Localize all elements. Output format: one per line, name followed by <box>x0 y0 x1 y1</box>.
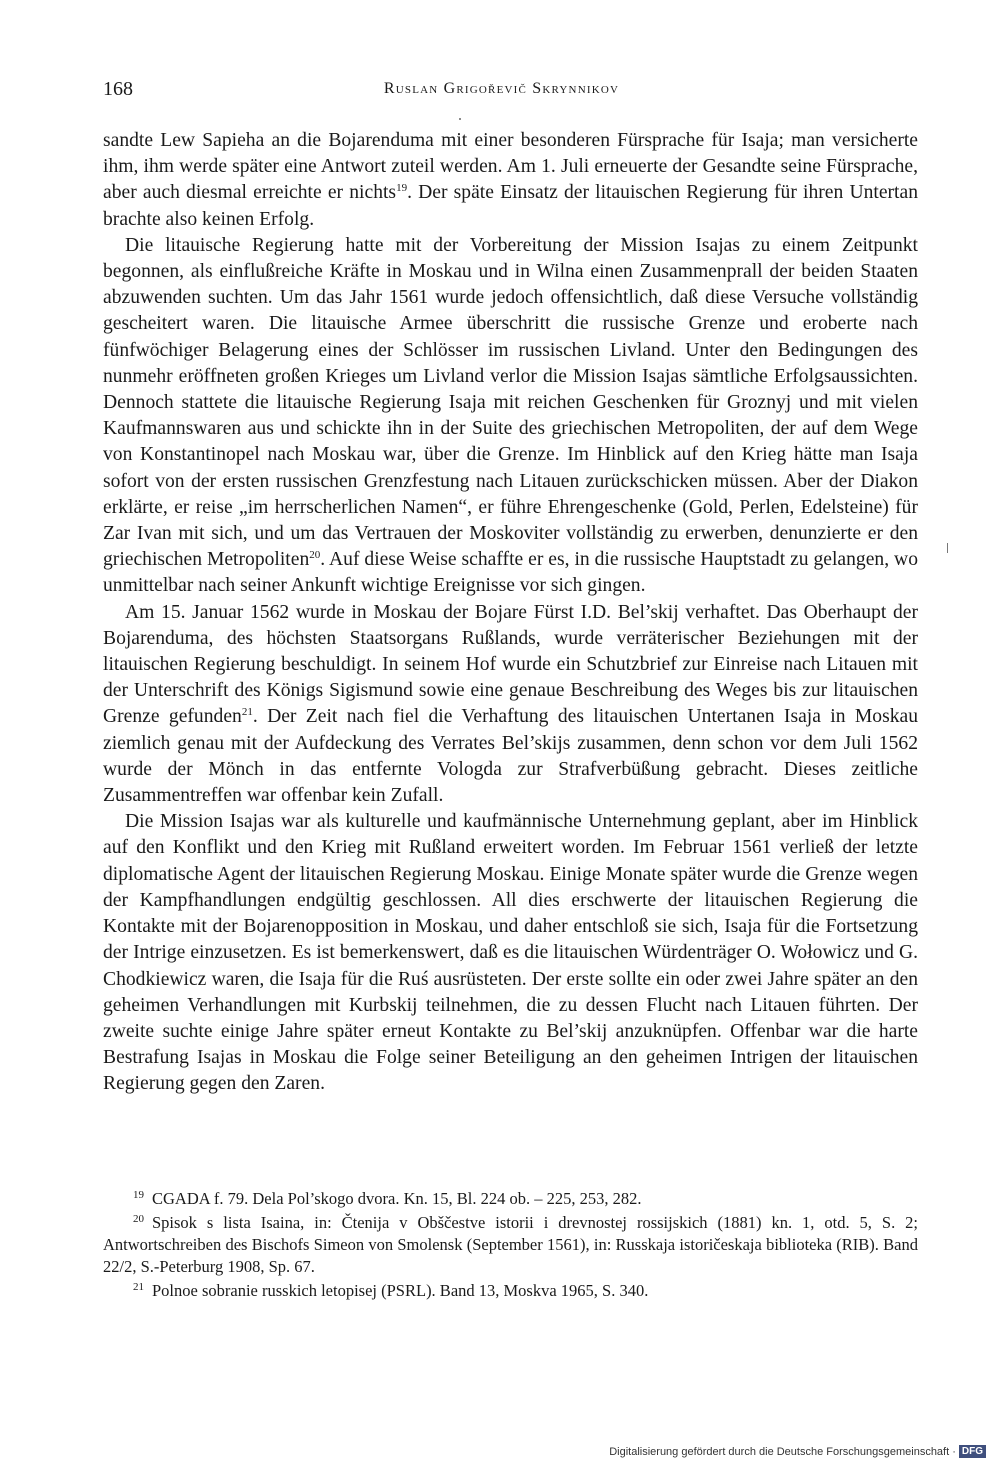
margin-mark <box>947 543 948 553</box>
footnote-mark: 20 <box>133 1213 144 1225</box>
paragraph-text: Die litauische Regierung hatte mit der Vorbereitung der Mission Isajas zu einem Zeitpunkt begonnen, als einflußreiche Kräfte in Moskau und in Wilna einen Zusammenprall der beiden Staaten abzuwenden suchten. Um das Jahr 1561 wurde jedoch offensichtlich, daß diese Versuche vollständig gescheitert waren. Die litauische Armee überschritt die russische Grenze und eroberte nach fünfwöchiger Belagerung eines der Schlösser im russischen Livland. Unter den Bedingungen des nunmehr eröffneten großen Krieges um Livland verlor die Mission Isajas sämtliche Erfolgsaussichten. Dennoch stattete die litauische Regierung Isaja mit reichen Geschenken für Groznyj und mit vielen Kaufmannswaren aus und schickte ihn in der Suite des griechischen Metropoliten, der auf dem Wege von Konstantinopel nach Moskau war, über die Grenze. Im Hinblick auf den Krieg hätte man Isaja sofort von der ersten russischen Grenzfestung nach Litauen zurückschicken müssen. Aber der Diakon erklärte, er reise „im herrscherlichen Namen“, er führe Ehrengeschenke (Gold, Perlen, Edelsteine) für Zar Ivan mit sich, und um das Vertrauen der Moskoviter vollständig zu erwerben, denunzierte er den griechischen Metropoliten <box>103 234 918 571</box>
paragraph <box>103 233 918 600</box>
scan-speck <box>459 118 461 120</box>
footnote-text: CGADA f. 79. Dela Pol’skogo dvora. Kn. 15, Bl. 224 ob. – 225, 253, 282. <box>152 1189 642 1208</box>
paragraph-text: . Auf diese Weise schaffte er es, in die russische Hauptstadt zu gelangen, wo unmittelbar nach seiner Ankunft wichtige Ereignisse vor sich gingen. <box>103 549 918 597</box>
footnote <box>103 1188 918 1210</box>
dfg-credit-text: Digitalisierung gefördert durch die Deutsche Forschungsgemeinschaft · <box>609 1445 956 1458</box>
paragraph <box>103 128 918 233</box>
paragraph-text: Die Mission Isajas war als kulturelle und kaufmännische Unternehmung geplant, aber im Hinblick auf den Konflikt und den Krieg mit Rußland erweitert worden. Im Februar 1561 verließ der letzte diplomatische Agent der litauischen Regierung Moskau. Einige Monate später wurde die Grenze wegen der Kampfhandlungen endgültig geschlossen. All dies erschwerte der litauischen Regierung die Kontakte mit der Bojarenopposition in Moskau, und daher entschloß sie sich, Isaja für die Fortsetzung der Intrige einzusetzen. Es ist bemerkenswert, daß es die litauischen Würdenträger O. Wołowicz und G. Chodkiewicz waren, die Isaja für die Ruś ausrüsteten. Der erste sollte ein oder zwei Jahre später an den geheimen Verhandlungen mit Kurbskij teilnehmen, die zu dessen Flucht nach Litauen führten. Der zweite suchte einige Jahre später erneut Kontakte zu Bel’skij anzuknüpfen. Offenbar war die harte Bestrafung Isajas in Moskau die Folge seiner Beteiligung an den geheimen Intrigen der litauischen Regierung gegen den Zaren. <box>103 811 918 1095</box>
running-head: Ruslan Grigořevič Skrynnikov <box>383 80 620 97</box>
page-header <box>103 78 900 108</box>
footnote-reference[interactable]: 20 <box>309 549 321 562</box>
dfg-credit <box>609 1445 986 1458</box>
paragraph-text: . Der Zeit nach fiel die Verhaftung des litauischen Untertanen Isaja in Moskau ziemlich genau mit der Aufdeckung des Verrates Bel’skijs zusammen, denn schon vor dem Juli 1562 wurde der Mönch in das entfernte Vologda zur Strafverbüßung gebracht. Dieses zeitliche Zusammentreffen war offenbar kein Zufall. <box>103 706 918 807</box>
page-number: 168 <box>103 78 133 100</box>
paragraph-text: . Der späte Einsatz der litauischen Regierung für ihren Untertan brachte also keinen Erfolg. <box>103 182 918 230</box>
footnote-mark: 21 <box>133 1281 144 1293</box>
paragraph-text: sandte Lew Sapieha an die Bojarenduma mit einer besonderen Fürsprache für Isaja; man versicherte ihm, ihm werde später eine Antwort zuteil werden. Am 1. Juli erneuerte der Gesandte seine Fürsprache, aber auch diesmal erreichte er nichts <box>103 130 918 204</box>
footnote <box>103 1212 918 1278</box>
footnote <box>103 1280 918 1302</box>
footnote-reference[interactable]: 21 <box>241 706 253 719</box>
footnote-text: Polnoe sobranie russkich letopisej (PSRL). Band 13, Moskva 1965, S. 340. <box>152 1281 649 1300</box>
footnote-reference[interactable]: 19 <box>396 182 408 195</box>
footnotes <box>103 1188 918 1304</box>
dfg-logo: DFG <box>959 1445 986 1458</box>
paragraph <box>103 600 918 810</box>
paragraph <box>103 809 918 1097</box>
paragraph-text: Am 15. Januar 1562 wurde in Moskau der Bojare Fürst I.D. Bel’skij verhaftet. Das Oberhaupt der Bojarenduma, des höchsten Staatsorgans Rußlands, wurde verräterischer Beziehungen mit der litauischen Regierung beschuldigt. In seinem Hof wurde ein Schutzbrief zur Einreise nach Litauen mit der Unterschrift des Königs Sigismund sowie eine genaue Beschreibung des Weges bis zur litauischen Grenze gefunden <box>103 601 918 728</box>
body-text <box>103 128 918 1098</box>
footnote-mark: 19 <box>133 1189 144 1201</box>
footnote-text: Spisok s lista Isaina, in: Čtenija v Obščestve istorii i drevnostej rossijskich (1881) kn. 1, otd. 5, S. 2; Antwortschreiben des Bischofs Simeon von Smolensk (September 1561), in: Russkaja istoričeskaja biblioteka (RIB). Band 22/2, S.-Peterburg 1908, Sp. 67. <box>103 1213 918 1276</box>
